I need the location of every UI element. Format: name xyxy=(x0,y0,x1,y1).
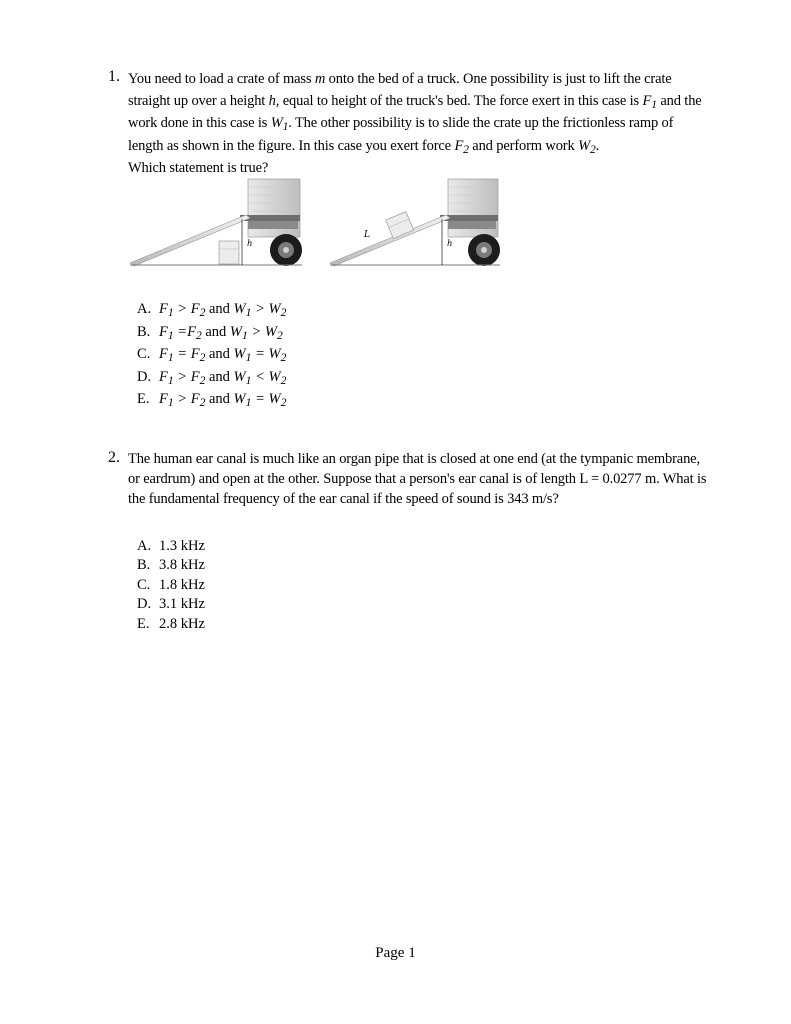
label-L: L xyxy=(364,230,370,240)
answer-option[interactable]: B. $F_1 =F_2$ and $W_1 > W_2$ xyxy=(137,323,283,342)
answer-options xyxy=(137,537,205,634)
truck-ramp-figure xyxy=(130,177,500,269)
question-text: You need to load a crate of mass m onto the bed of a truck. One possibility is just to lift the crate straight up over a height h, equal to height of the truck's bed. The force exert in this case is $F_1$ and the work done in this case is $W_1$. The other possibility is to slide the crate up the frictionless ramp of length as shown in the figure. In this case you exert force $F_2$ and perform work $W_2$. Which statement is true? xyxy=(128,71,702,176)
answer-option[interactable]: D. 3.1 kHz xyxy=(137,596,205,613)
answer-option[interactable]: A. 1.3 kHz xyxy=(137,538,205,554)
question-number: 2. xyxy=(108,449,120,466)
truck-ramp-illustration xyxy=(130,177,500,269)
label-h-left: h xyxy=(247,239,253,249)
question-text: The human ear canal is much like an organ pipe that is closed at one end (at the tympanic membrane, or eardrum) and open at the other. Suppose that a person's ear canal is of length L = 0.0277 m. What is the fundamental frequency of the ear canal if the speed of sound is 343 m/s? xyxy=(128,451,707,507)
question-number: 1. xyxy=(108,68,120,85)
truck-right xyxy=(440,179,500,266)
left-scene xyxy=(130,179,302,266)
crate-left xyxy=(219,241,239,264)
answer-option[interactable]: C. 1.8 kHz xyxy=(137,576,205,593)
page-footer: Page 1 xyxy=(375,945,416,961)
answer-option[interactable]: B. 3.8 kHz xyxy=(137,557,205,574)
answer-option[interactable]: A. $F_1 > F_2$ and $W_1 > W_2$ xyxy=(137,301,287,319)
answer-option[interactable]: C. $F_1 = F_2$ and $W_1 = W_2$ xyxy=(137,346,287,364)
answer-option[interactable]: D. $F_1 > F_2$ and $W_1 < W_2$ xyxy=(137,368,287,387)
answer-option[interactable]: E. 2.8 kHz xyxy=(137,615,205,632)
answer-options xyxy=(137,298,286,411)
right-scene xyxy=(330,179,500,266)
label-h-right: h xyxy=(447,239,453,249)
truck-left xyxy=(240,179,302,266)
answer-option[interactable]: E. $F_1 > F_2$ and $W_1 = W_2$ xyxy=(137,391,287,409)
